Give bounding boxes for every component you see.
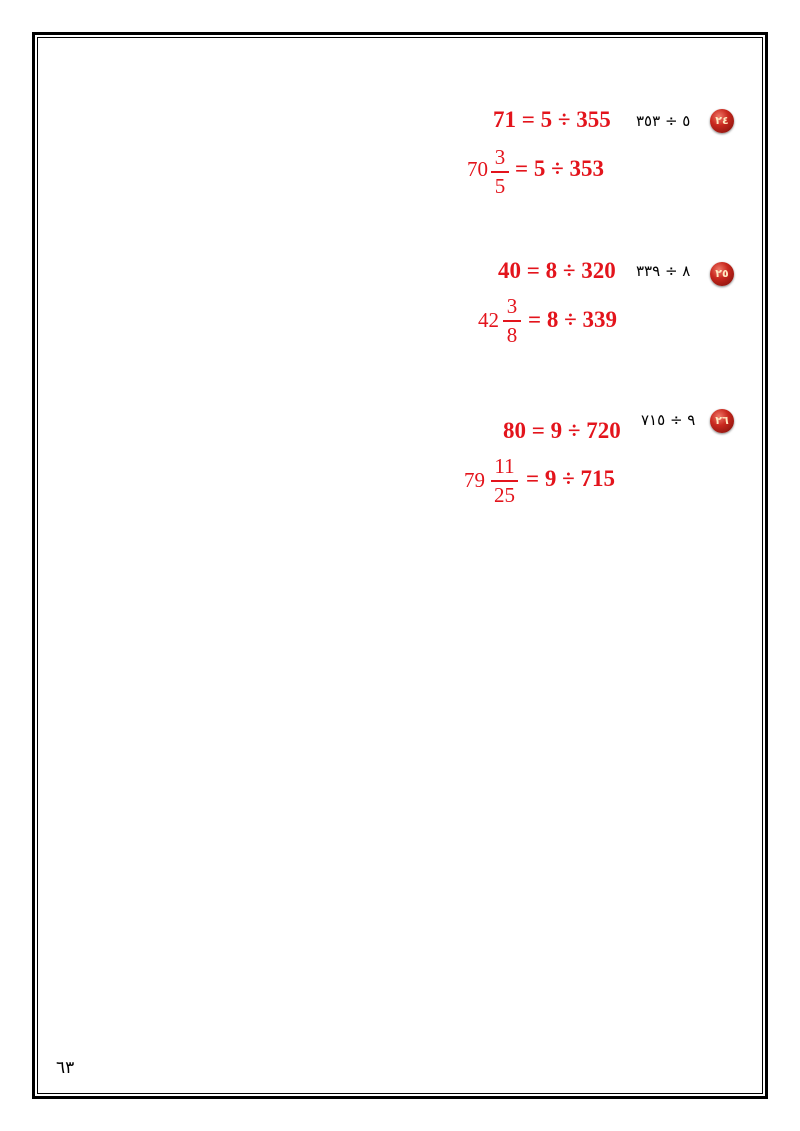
- fraction-bar: [491, 171, 509, 173]
- fraction-numerator: 11: [494, 454, 515, 478]
- problem-expression: ٥ ÷ ٣٥٣: [636, 112, 691, 130]
- estimate-equation: 40 = 8 ÷ 320: [498, 258, 616, 283]
- mixed-number-whole: 70: [467, 157, 488, 181]
- fraction-numerator: 3: [506, 294, 518, 318]
- answer-equation: = 5 ÷ 353: [515, 156, 604, 181]
- estimate-equation: 80 = 9 ÷ 720: [503, 418, 621, 443]
- problem-number-badge: ٢٥: [710, 262, 734, 286]
- mixed-number-whole: 42: [478, 308, 499, 332]
- mixed-number-whole: 79: [464, 468, 485, 492]
- page-number: ٦٣: [56, 1058, 75, 1078]
- fraction: [503, 296, 521, 346]
- answer-equation: = 8 ÷ 339: [528, 307, 617, 332]
- fraction-denominator: 5: [494, 173, 506, 198]
- fraction: [491, 147, 509, 197]
- fraction-denominator: 25: [494, 482, 515, 507]
- fraction-bar: [503, 320, 521, 322]
- estimate-equation: 71 = 5 ÷ 355: [493, 107, 611, 132]
- problem-expression: ٨ ÷ ٣٣٩: [636, 262, 691, 280]
- fraction-numerator: 3: [494, 145, 506, 169]
- answer-equation: = 9 ÷ 715: [526, 466, 615, 491]
- problem-expression: ٩ ÷ ٧١٥: [641, 411, 696, 429]
- page-border-inner: [37, 37, 763, 1094]
- problem-number-badge: ٢٤: [710, 109, 734, 133]
- fraction: [491, 456, 518, 506]
- fraction-bar: [491, 480, 518, 482]
- problem-number-badge: ٢٦: [710, 409, 734, 433]
- fraction-denominator: 8: [506, 322, 518, 347]
